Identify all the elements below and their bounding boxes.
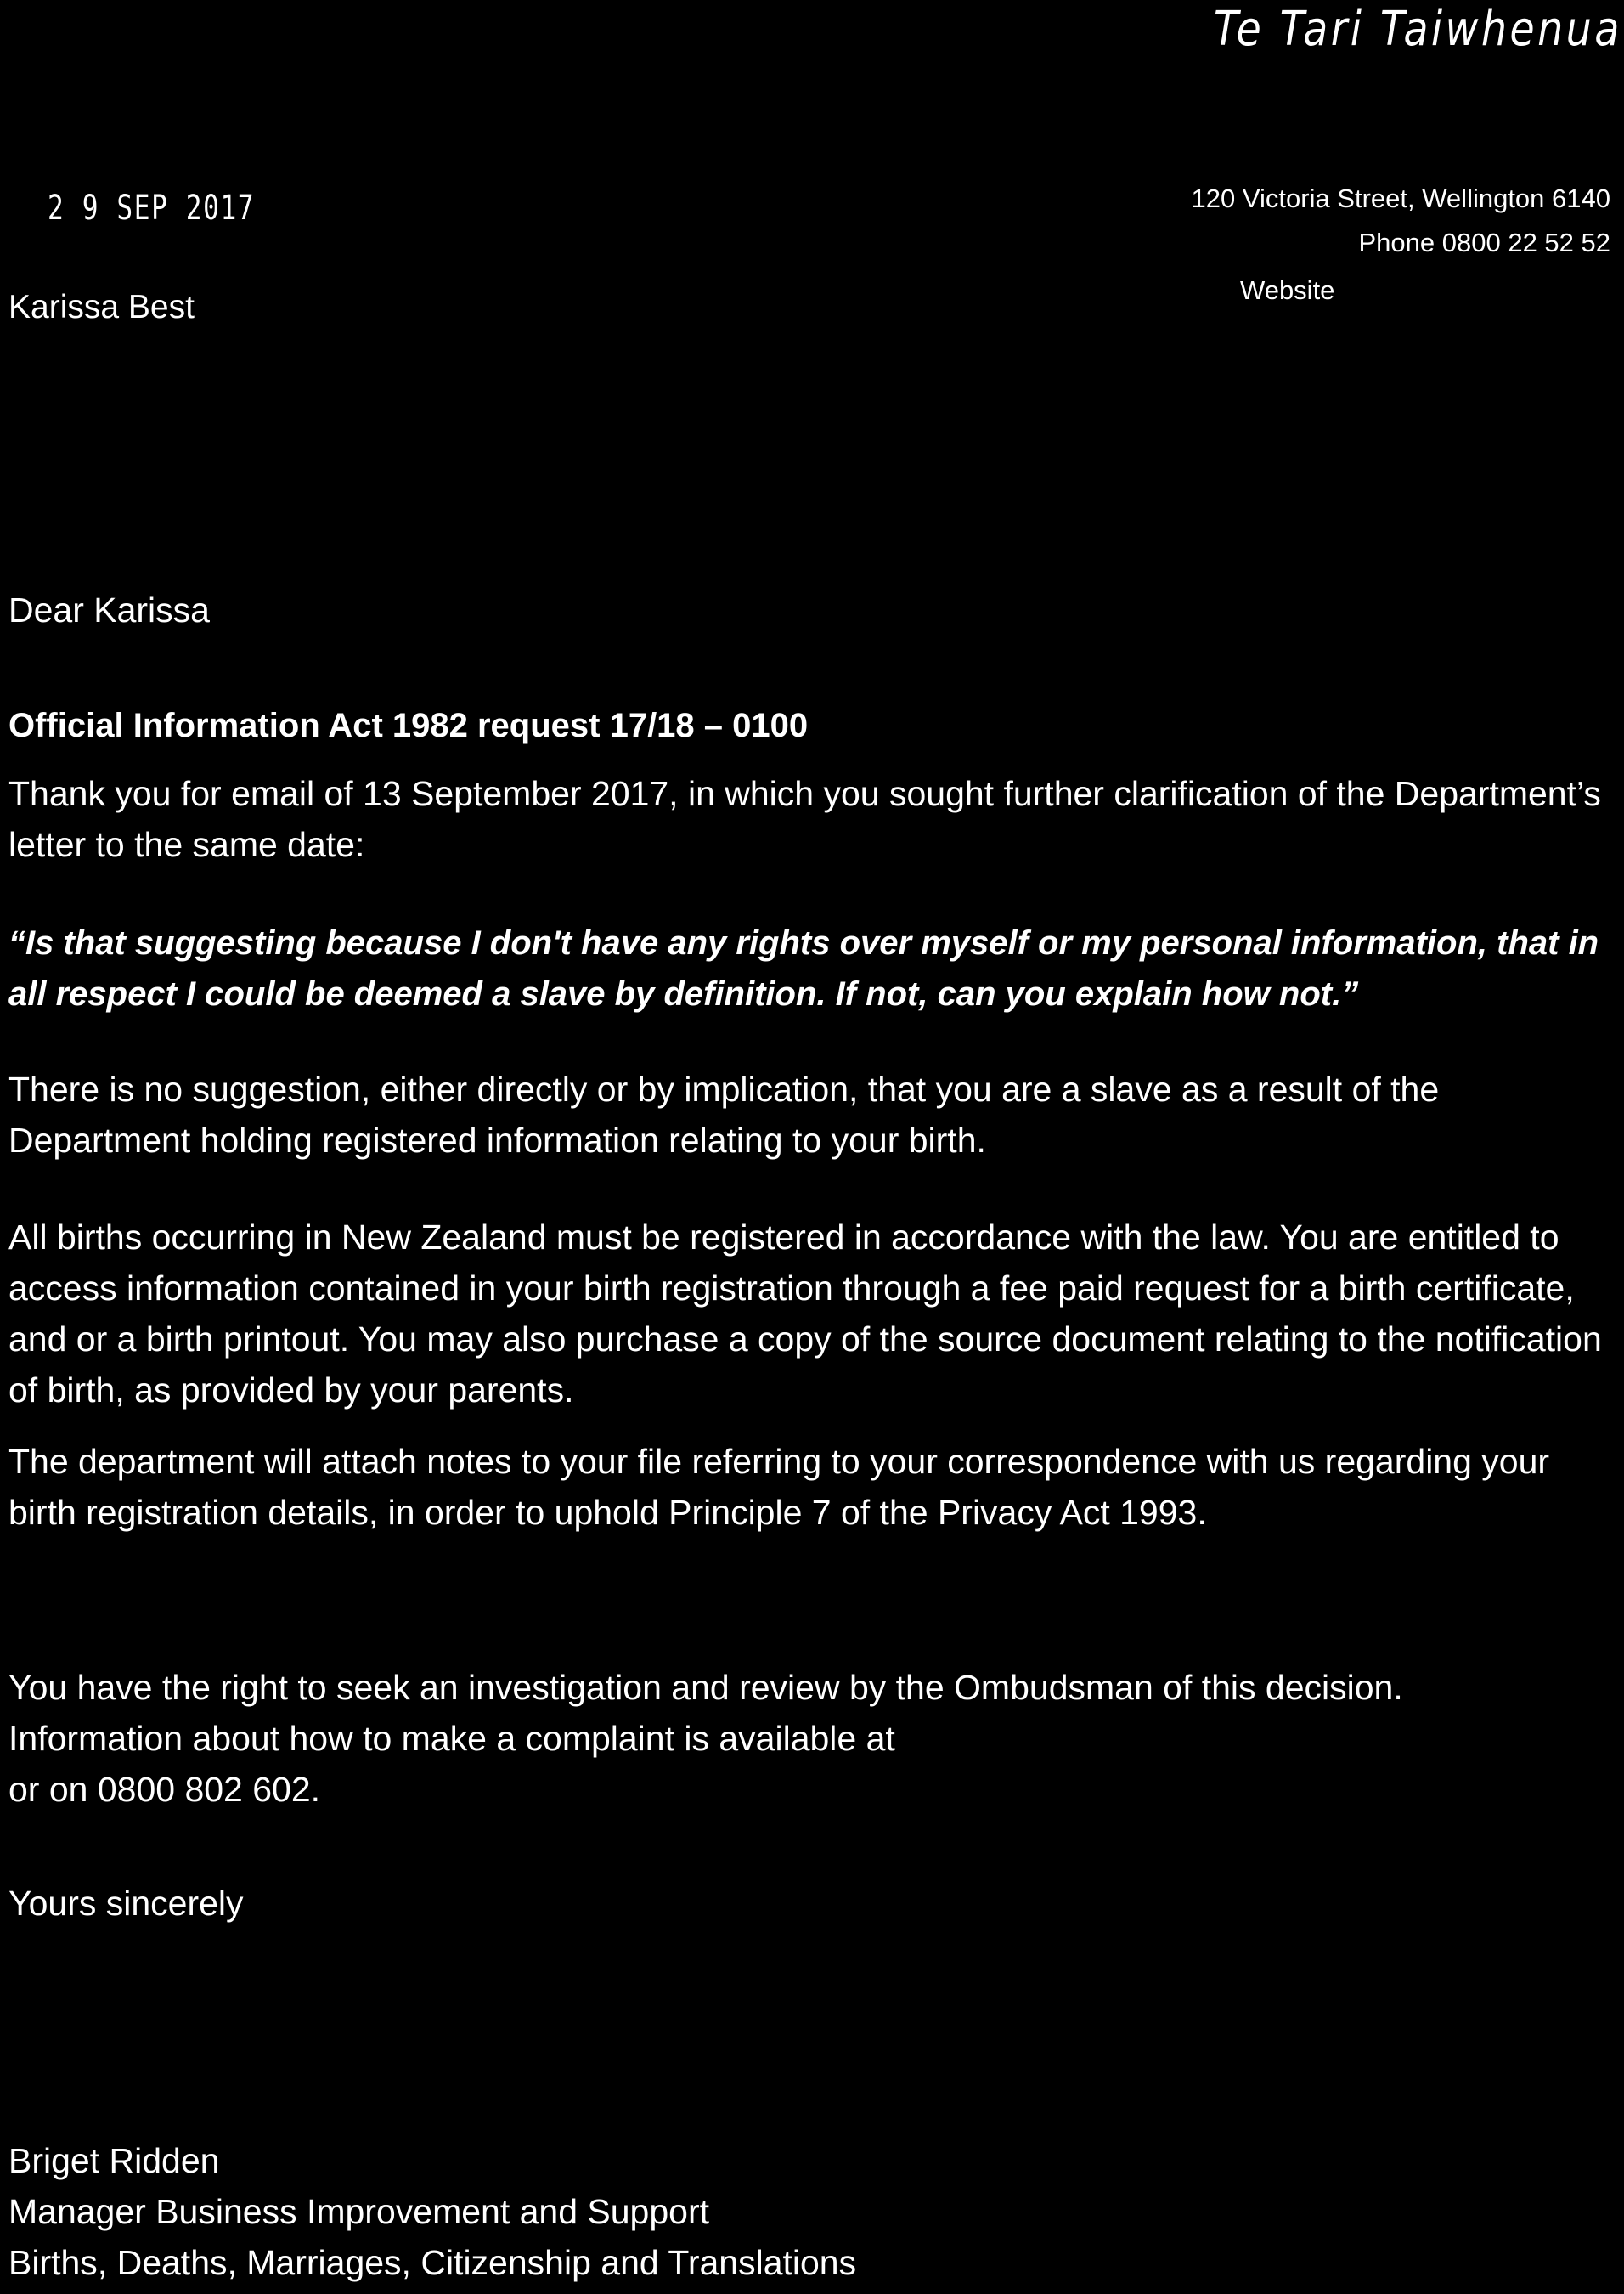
letter-subject: Official Information Act 1982 request 17/18 – 0100 [8, 707, 809, 744]
ombudsman-line-1: You have the right to seek an investigation and review by the Ombudsman of this decision. [8, 1668, 1403, 1707]
paragraph-intro: Thank you for email of 13 September 2017, in which you sought further clarification of the Department’s letter to the same date: [8, 774, 1601, 864]
paragraph-birth-registration: All births occurring in New Zealand must be registered in accordance with the law. You are entitled to access information contained in your birth registration through a fee paid request for a birth certificate, and or a birth printout. You may also purchase a copy of the source document relating to the notification of birth, as provided by your parents. [8, 1218, 1602, 1410]
ombudsman-line-3: or on 0800 802 602. [8, 1770, 321, 1809]
organisation-name: Te Tari Taiwhenua [1214, 2, 1622, 57]
ombudsman-line-2: Information about how to make a complaint is available at [8, 1719, 895, 1758]
date-stamp: 2 9 SEP 2017 [48, 189, 256, 228]
paragraph-ombudsman [8, 1662, 1614, 1815]
paragraph-privacy-notes: The department will attach notes to your file referring to your correspondence with us regarding your birth registration details, in order to uphold Principle 7 of the Privacy Act 1993. [8, 1442, 1550, 1532]
quoted-request: “Is that suggesting because I don't have any rights over myself or my personal information, that in all respect I could be deemed a slave by definition. If not, can you explain how not.” [8, 924, 1599, 1013]
sender-address-block [1192, 177, 1610, 265]
phone-line: Phone 0800 22 52 52 [1358, 228, 1610, 257]
signatory-title: Manager Business Improvement and Support [8, 2192, 710, 2231]
address-line: 120 Victoria Street, Wellington 6140 [1191, 184, 1610, 213]
salutation: Dear Karissa [8, 590, 210, 630]
paragraph-no-suggestion: There is no suggestion, either directly or by implication, that you are a slave as a result of the Department holding registered information relating to your birth. [8, 1070, 1440, 1160]
signatory-name: Briget Ridden [8, 2141, 220, 2180]
signatory-department: Births, Deaths, Marriages, Citizenship and Translations [8, 2243, 857, 2282]
website-label: Website [1240, 275, 1335, 305]
recipient-name: Karissa Best [8, 289, 195, 325]
closing: Yours sincerely [8, 1884, 244, 1923]
